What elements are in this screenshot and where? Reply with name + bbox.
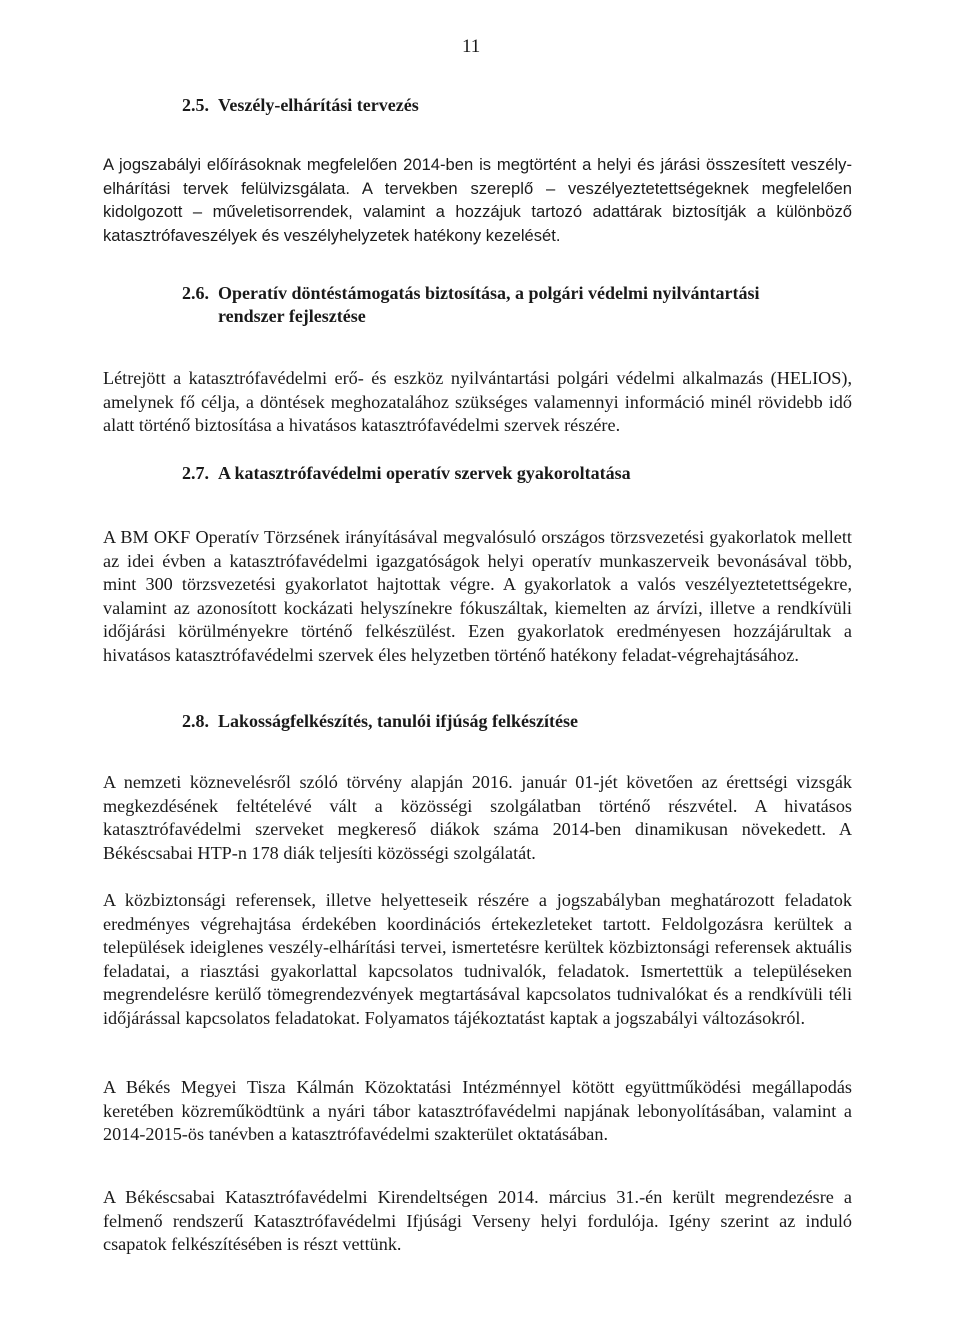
- paragraph: A Békés Megyei Tisza Kálmán Közoktatási Intézménnyel kötött együttműködési megállapodás keretében közreműködtünk a nyári tábor katasztrófavédelmi napjának lebonyolításában, valamint a 2014-2015-ös tanévben a katasztrófavédelmi szakterület oktatásában.: [103, 1077, 852, 1145]
- paragraph: A közbiztonsági referensek, illetve helyetteseik részére a jogszabályban meghatározott feladatok eredményes végrehajtása érdekében koordinációs értekezleteket tartott. Feldolgozásra kerültek a települések ideiglenes veszély-elhárítási tervei, ismertetésre kerültek közbiztonsági referensek aktuális feladatai, a riasztási gyakorlattal kapcsolatos tudnivalók, feladatok. Ismertettük a településeken megrendelésre kerülő tömegrendezvények megtartásával kapcsolatos tudnivalókat és a rendkívüli téli időjárással kapcsolatos feladatokat. Folyamatos tájékoztatást kaptak a jogszabályi változásokról.: [103, 890, 852, 1028]
- section-heading-2-6: [182, 282, 842, 328]
- section-heading-2-7: [182, 462, 631, 485]
- paragraph: A nemzeti köznevelésről szóló törvény alapján 2016. január 01-jét követően az érettségi vizsgák megkezdésének feltételévé vált a közösségi szolgálatban történő részvétel. A hivatásos katasztrófavédelmi szerveket megkereső diákok száma 2014-ben dinamikusan növekedett. A Békéscsabai HTP-n 178 diák teljesíti közösségi szolgálatát.: [103, 772, 852, 863]
- section-number: 2.7.: [182, 463, 209, 483]
- section-title: Veszély-elhárítási tervezés: [218, 95, 419, 115]
- section-title-line-1: Operatív döntéstámogatás biztosítása, a polgári védelmi nyilvántartási: [218, 283, 760, 303]
- paragraph: A Békéscsabai Katasztrófavédelmi Kirendeltségen 2014. március 31.-én került megrendezésre a felmenő rendszerű Katasztrófavédelmi Ifjúsági Verseny helyi fordulója. Igény szerint az induló csapatok felkészítésében is részt vettünk.: [103, 1187, 852, 1255]
- section-title: Lakosságfelkészítés, tanulói ifjúság felkészítése: [218, 711, 578, 731]
- section-number: 2.8.: [182, 711, 209, 731]
- section-number: 2.6.: [182, 283, 209, 303]
- section-title: A katasztrófavédelmi operatív szervek gyakoroltatása: [218, 463, 631, 483]
- paragraph: A BM OKF Operatív Törzsének irányításával megvalósuló országos törzsvezetési gyakorlatok mellett az idei évben a katasztrófavédelmi igazgatóságok helyi operatív munkaszerveik bevonásával több, mint 300 törzsvezetési gyakorlatot hajtottak végre. A gyakorlatok a valós veszélyeztetettségekre, valamint az azonosított kockázati helyszínekre fókuszáltak, kiemelten az árvízi, illetve a rendkívüli időjárási körülményekre történő felkészülést. Ezen gyakorlatok eredményesen hozzájárultak a hivatásos katasztrófavédelmi szervek éles helyzetben történő hatékony feladat-végrehajtásához.: [103, 527, 852, 665]
- page-number: 11: [462, 36, 481, 57]
- paragraph: Létrejött a katasztrófavédelmi erő- és eszköz nyilvántartási polgári védelmi alkalmazás (HELIOS), amelynek fő célja, a döntések meghozatalához szükséges valamennyi információ minél rövidebb idő alatt történő biztosítása a hivatásos katasztrófavédelmi szervek részére.: [103, 368, 852, 436]
- paragraph: A jogszabályi előírásoknak megfelelően 2014-ben is megtörtént a helyi és járási összesített veszély-elhárítási tervek felülvizsgálata. A tervekben szereplő – veszélyeztetettségeknek megfelelően kidolgozott – műveletisorrendek, valamint a hozzájuk tartozó adattárak biztosítják a különböző katasztrófaveszélyek és veszélyhelyzetek hatékony kezelését.: [103, 155, 852, 245]
- section-heading-2-8: [182, 710, 578, 733]
- section-title-line-2: rendszer fejlesztése: [218, 306, 366, 326]
- section-heading-2-5: [182, 94, 419, 117]
- section-number: 2.5.: [182, 95, 209, 115]
